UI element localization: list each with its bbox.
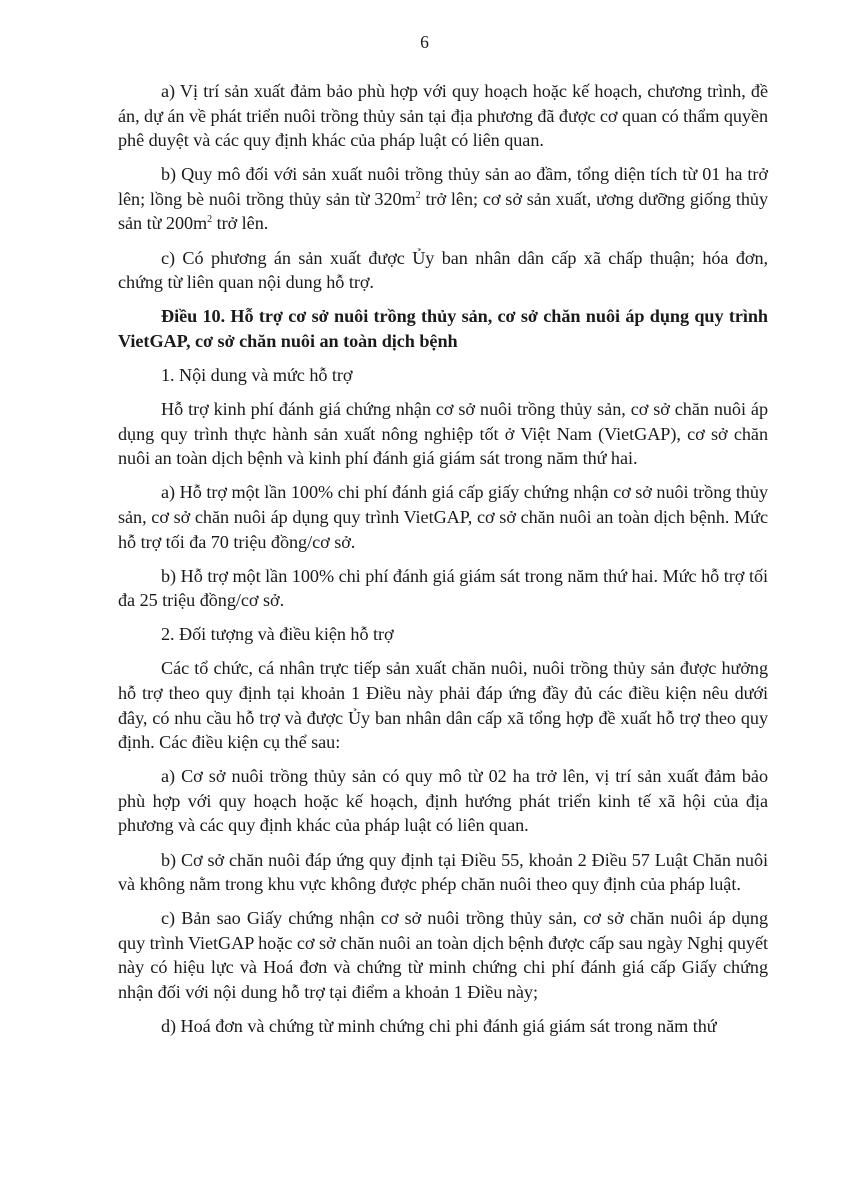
paragraph-location-requirement: a) Vị trí sản xuất đảm bảo phù hợp với quy hoạch hoặc kế hoạch, chương trình, đề án, dự án về phát triển nuôi trồng thủy sản tại địa phương đã được cơ quan có thẩm quyền phê duyệt và các quy định khác của pháp luật có liên quan. (118, 81, 769, 151)
superscript-squared: 2 (415, 189, 421, 201)
paragraph-eligibility-overview: Các tổ chức, cá nhân trực tiếp sản xuất chăn nuôi, nuôi trồng thủy sản được hưởng hỗ trợ theo quy định tại khoản 1 Điều này phải đáp ứng đầy đủ các điều kiện nêu dưới đây, có nhu cầu hỗ trợ và được Ủy ban nhân dân cấp xã tổng hợp đề xuất hỗ trợ theo quy định. Các điều kiện cụ thể sau: (118, 658, 768, 753)
paragraph-condition-a: a) Cơ sở nuôi trồng thủy sản có quy mô từ 02 ha trở lên, vị trí sản xuất đảm bảo phù hợp với quy hoạch hoặc kế hoạch, định hướng phát triển kinh tế xã hội của địa phương và các quy định khác của pháp luật có liên quan. (118, 766, 768, 836)
paragraph-production-plan: c) Có phương án sản xuất được Ủy ban nhân dân cấp xã chấp thuận; hóa đơn, chứng từ liên quan nội dung hỗ trợ. (118, 247, 768, 293)
paragraph-condition-b: b) Cơ sở chăn nuôi đáp ứng quy định tại Điều 55, khoản 2 Điều 57 Luật Chăn nuôi và không nằm trong khu vực không được phép chăn nuôi theo quy định của pháp luật. (118, 849, 768, 895)
superscript-squared: 2 (207, 214, 213, 226)
paragraph-condition-c: c) Bản sao Giấy chứng nhận cơ sở nuôi trồng thủy sản, cơ sở chăn nuôi áp dụng quy trình VietGAP hoặc cơ sở chăn nuôi an toàn dịch bệnh được cấp sau ngày Nghị quyết này có hiệu lực và Hoá đơn và chứng từ minh chứng chi phí đánh giá cấp Giấy chứng nhận đối với nội dung hỗ trợ tại điểm a khoản 1 Điều này; (118, 908, 768, 1002)
paragraph-condition-d: d) Hoá đơn và chứng từ minh chứng chi phi đánh giá giám sát trong năm thứ (161, 1016, 717, 1037)
scale-text-part-a: b) Quy mô đối với sản xuất nuôi trồng thủy sản ao đầm, tổng diện tích từ 01 ha trở lên; lồng bè nuôi trồng thủy sản từ 320m (118, 164, 768, 209)
section-2-title: 2. Đối tượng và điều kiện hỗ trợ (161, 624, 394, 645)
document-body (118, 79, 768, 1048)
paragraph-support-overview: Hỗ trợ kinh phí đánh giá chứng nhận cơ sở nuôi trồng thủy sản, cơ sở chăn nuôi áp dụng quy trình thực hành sản xuất nông nghiệp tốt ở Việt Nam (VietGAP), cơ sở chăn nuôi an toàn dịch bệnh và kinh phí đánh giá giám sát trong năm thứ hai. (118, 399, 768, 469)
scale-text-part-b: trở lên; cơ sở sản xuất, ương dưỡng giống thủy sản từ 200m (118, 188, 769, 234)
paragraph-support-b: b) Hỗ trợ một lần 100% chi phí đánh giá giám sát trong năm thứ hai. Mức hỗ trợ tối đa 25 triệu đồng/cơ sở. (118, 565, 768, 611)
paragraph-support-a: a) Hỗ trợ một lần 100% chi phí đánh giá cấp giấy chứng nhận cơ sở nuôi trồng thủy sản, cơ sở chăn nuôi áp dụng quy trình VietGAP, cơ sở chăn nuôi an toàn dịch bệnh. Mức hỗ trợ tối đa 70 triệu đồng/cơ sở. (118, 482, 768, 552)
page-number: 6 (420, 32, 429, 52)
scale-text-part-c: trở lên. (212, 213, 269, 234)
section-1-title: 1. Nội dung và mức hỗ trợ (161, 364, 353, 385)
article-10-heading: Điều 10. Hỗ trợ cơ sở nuôi trồng thủy sản, cơ sở chăn nuôi áp dụng quy trình VietGAP, cơ sở chăn nuôi an toàn dịch bệnh (118, 306, 768, 351)
paragraph-scale-requirement (118, 162, 768, 236)
